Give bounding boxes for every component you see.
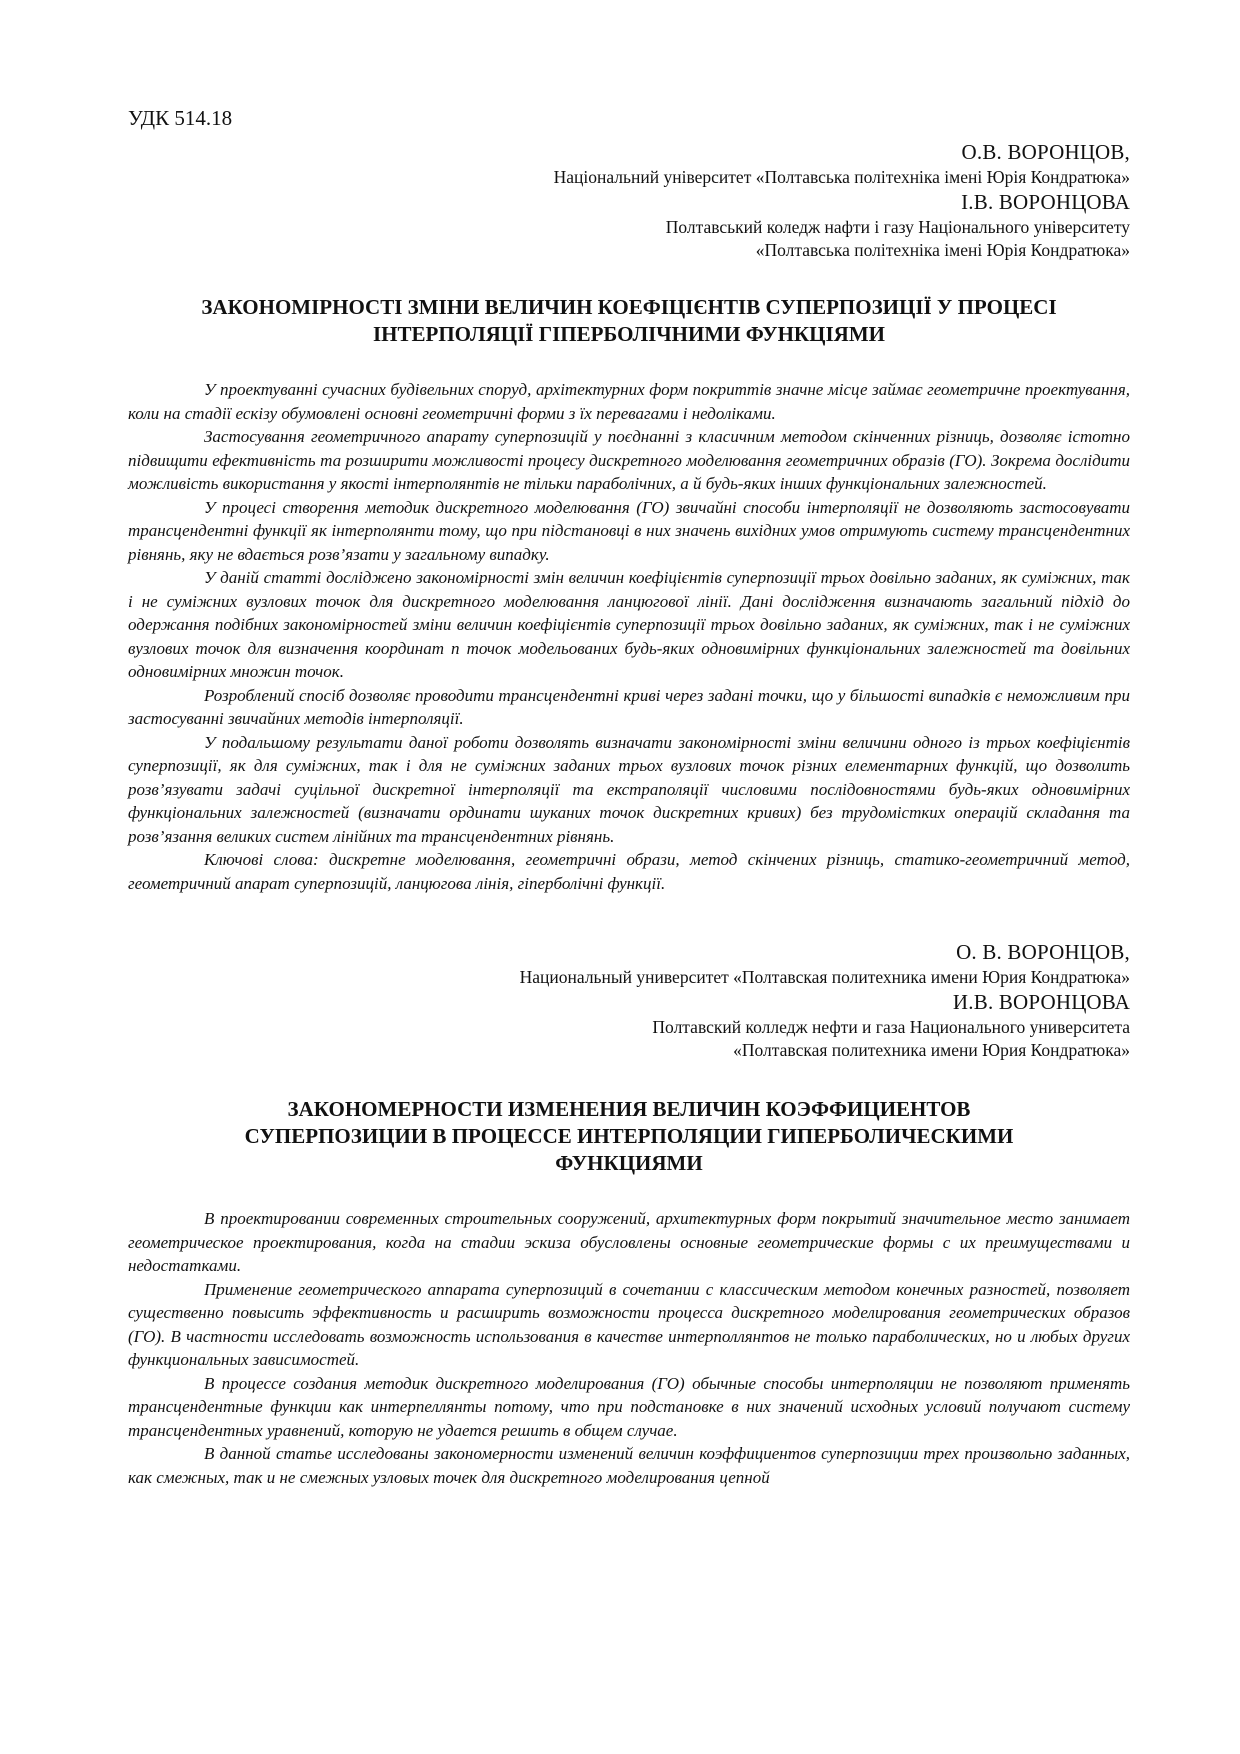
keywords: Ключові слова: дискретне моделювання, геометричні образи, метод скінчених різниць, статико-геометричний метод, геометричний апарат суперпозицій, ланцюгова лінія, гіперболічні функції.	[128, 850, 1130, 893]
abstract-paragraph: В процессе создания методик дискретного моделирования (ГО) обычные способы интерполяции не позволяют применять трансцендентные функции как интерпеллянты потому, что при подстановке в них значений исходных условий получают систему трансцендентных уравнений, которую не удается решить в общем случае.	[128, 1373, 1130, 1440]
author-affiliation: Полтавський коледж нафти і газу Національного університету	[665, 217, 1130, 237]
abstract-paragraph: Розроблений спосіб дозволяє проводити трансцендентні криві через задані точки, що у більшості випадків є неможливим при застосуванні звичайних методів інтерполяції.	[128, 685, 1130, 728]
title-line: ФУНКЦИЯМИ	[555, 1151, 703, 1175]
authors-block-russian	[128, 939, 1130, 1062]
abstract-paragraph: В данной статье исследованы закономерности изменений величин коэффициентов суперпозиции трех произвольно заданных, как смежных, так и не смежных узловых точек для дискретного моделирования цепной	[128, 1444, 1130, 1487]
article-title-russian	[128, 1096, 1130, 1177]
authors-block-ukrainian	[128, 139, 1130, 262]
udk-code: УДК 514.18	[128, 106, 233, 130]
author-affiliation: «Полтавська політехніка імені Юрія Кондратюка»	[755, 240, 1130, 260]
author-affiliation: Национальный университет «Полтавская политехника имени Юрия Кондратюка»	[519, 967, 1130, 987]
title-line: ЗАКОНОМІРНОСТІ ЗМІНИ ВЕЛИЧИН КОЕФІЦІЄНТІВ СУПЕРПОЗИЦІЇ У ПРОЦЕСІ	[201, 295, 1057, 319]
title-line: ЗАКОНОМЕРНОСТИ ИЗМЕНЕНИЯ ВЕЛИЧИН КОЭФФИЦИЕНТОВ	[287, 1097, 971, 1121]
author-name: О. В. ВОРОНЦОВ,	[956, 940, 1130, 964]
title-line: СУПЕРПОЗИЦИИ В ПРОЦЕССЕ ИНТЕРПОЛЯЦИИ ГИПЕРБОЛИЧЕСКИМИ	[244, 1124, 1014, 1148]
author-affiliation: «Полтавская политехника имени Юрия Кондратюка»	[733, 1040, 1130, 1060]
author-name: І.В. ВОРОНЦОВА	[961, 190, 1130, 214]
abstract-paragraph: У подальшому результати даної роботи дозволять визначати закономірності зміни величини одного із трьох коефіцієнтів суперпозиції, як для суміжних, так і для не суміжних заданих трьох вузлових точок різних елементарних функцій, що дозволить розв’язувати задачі суцільної дискретної інтерполяції та екстраполяції числовими послідовностями будь-яких одновимірних функціональних залежностей (визначати ординати шуканих точок дискретних кривих) без трудомістких операцій складання та розв’язання великих систем лінійних та трансцендентних рівнянь.	[128, 732, 1130, 846]
author-affiliation: Полтавский колледж нефти и газа Национального университета	[652, 1017, 1130, 1037]
section-spacer	[128, 895, 1130, 939]
document-page	[128, 105, 1130, 1489]
abstract-paragraph: У процесі створення методик дискретного моделювання (ГО) звичайні способи інтерполяції не дозволяють застосовувати трансцендентні функції як інтерполянти тому, що при підстановці в них значень вихідних умов отримують систему трансцендентних рівнянь, яку не вдається розв’язати у загальному випадку.	[128, 497, 1130, 564]
author-name: И.В. ВОРОНЦОВА	[952, 990, 1130, 1014]
abstract-ukrainian	[128, 378, 1130, 895]
abstract-paragraph: В проектировании современных строительных сооружений, архитектурных форм покрытий значительное место занимает геометрическое проектирования, когда на стадии эскиза обусловлены основные геометрические формы с их преимуществами и недостатками.	[128, 1209, 1130, 1275]
author-name: О.В. ВОРОНЦОВ,	[961, 140, 1130, 164]
article-title-ukrainian	[128, 294, 1130, 348]
title-line: ІНТЕРПОЛЯЦІЇ ГІПЕРБОЛІЧНИМИ ФУНКЦІЯМИ	[373, 322, 885, 346]
abstract-paragraph: У даній статті досліджено закономірності змін величин коефіцієнтів суперпозиції трьох довільно заданих, як суміжних, так і не суміжних вузлових точок для дискретного моделювання ланцюгової лінії. Дані дослідження визначають загальний підхід до одержання подібних закономірностей зміни величин коефіцієнтів суперпозиції трьох довільно заданих, як суміжних, так і не суміжних вузлових точок для визначення координат n точок модельованих будь-яких одновимірних функціональних залежностей та довільних одновимірних множин точок.	[128, 568, 1130, 681]
author-affiliation: Національний університет «Полтавська політехніка імені Юрія Кондратюка»	[553, 167, 1130, 187]
abstract-russian	[128, 1207, 1130, 1489]
abstract-paragraph: У проектуванні сучасних будівельних споруд, архітектурних форм покриттів значне місце займає геометричне проектування, коли на стадії ескізу обумовлені основні геометричні форми з їх перевагами і недоліками.	[128, 380, 1130, 423]
abstract-paragraph: Применение геометрического аппарата суперпозиций в сочетании с классическим методом конечных разностей, позволяет существенно повысить эффективность и расширить возможности процесса дискретного моделирования геометрических образов (ГО). В частности исследовать возможность использования в качестве интерполлянтов не только параболических, но и любых других функциональных зависимостей.	[128, 1279, 1130, 1369]
abstract-paragraph: Застосування геометричного апарату суперпозицій у поєднанні з класичним методом скінченних різниць, дозволяє істотно підвищити ефективність та розширити можливості процесу дискретного моделювання геометричних образів (ГО). Зокрема дослідити можливість використання у якості інтерполянтів не тільки параболічних, а й будь-яких інших функціональних залежностей.	[128, 427, 1130, 493]
